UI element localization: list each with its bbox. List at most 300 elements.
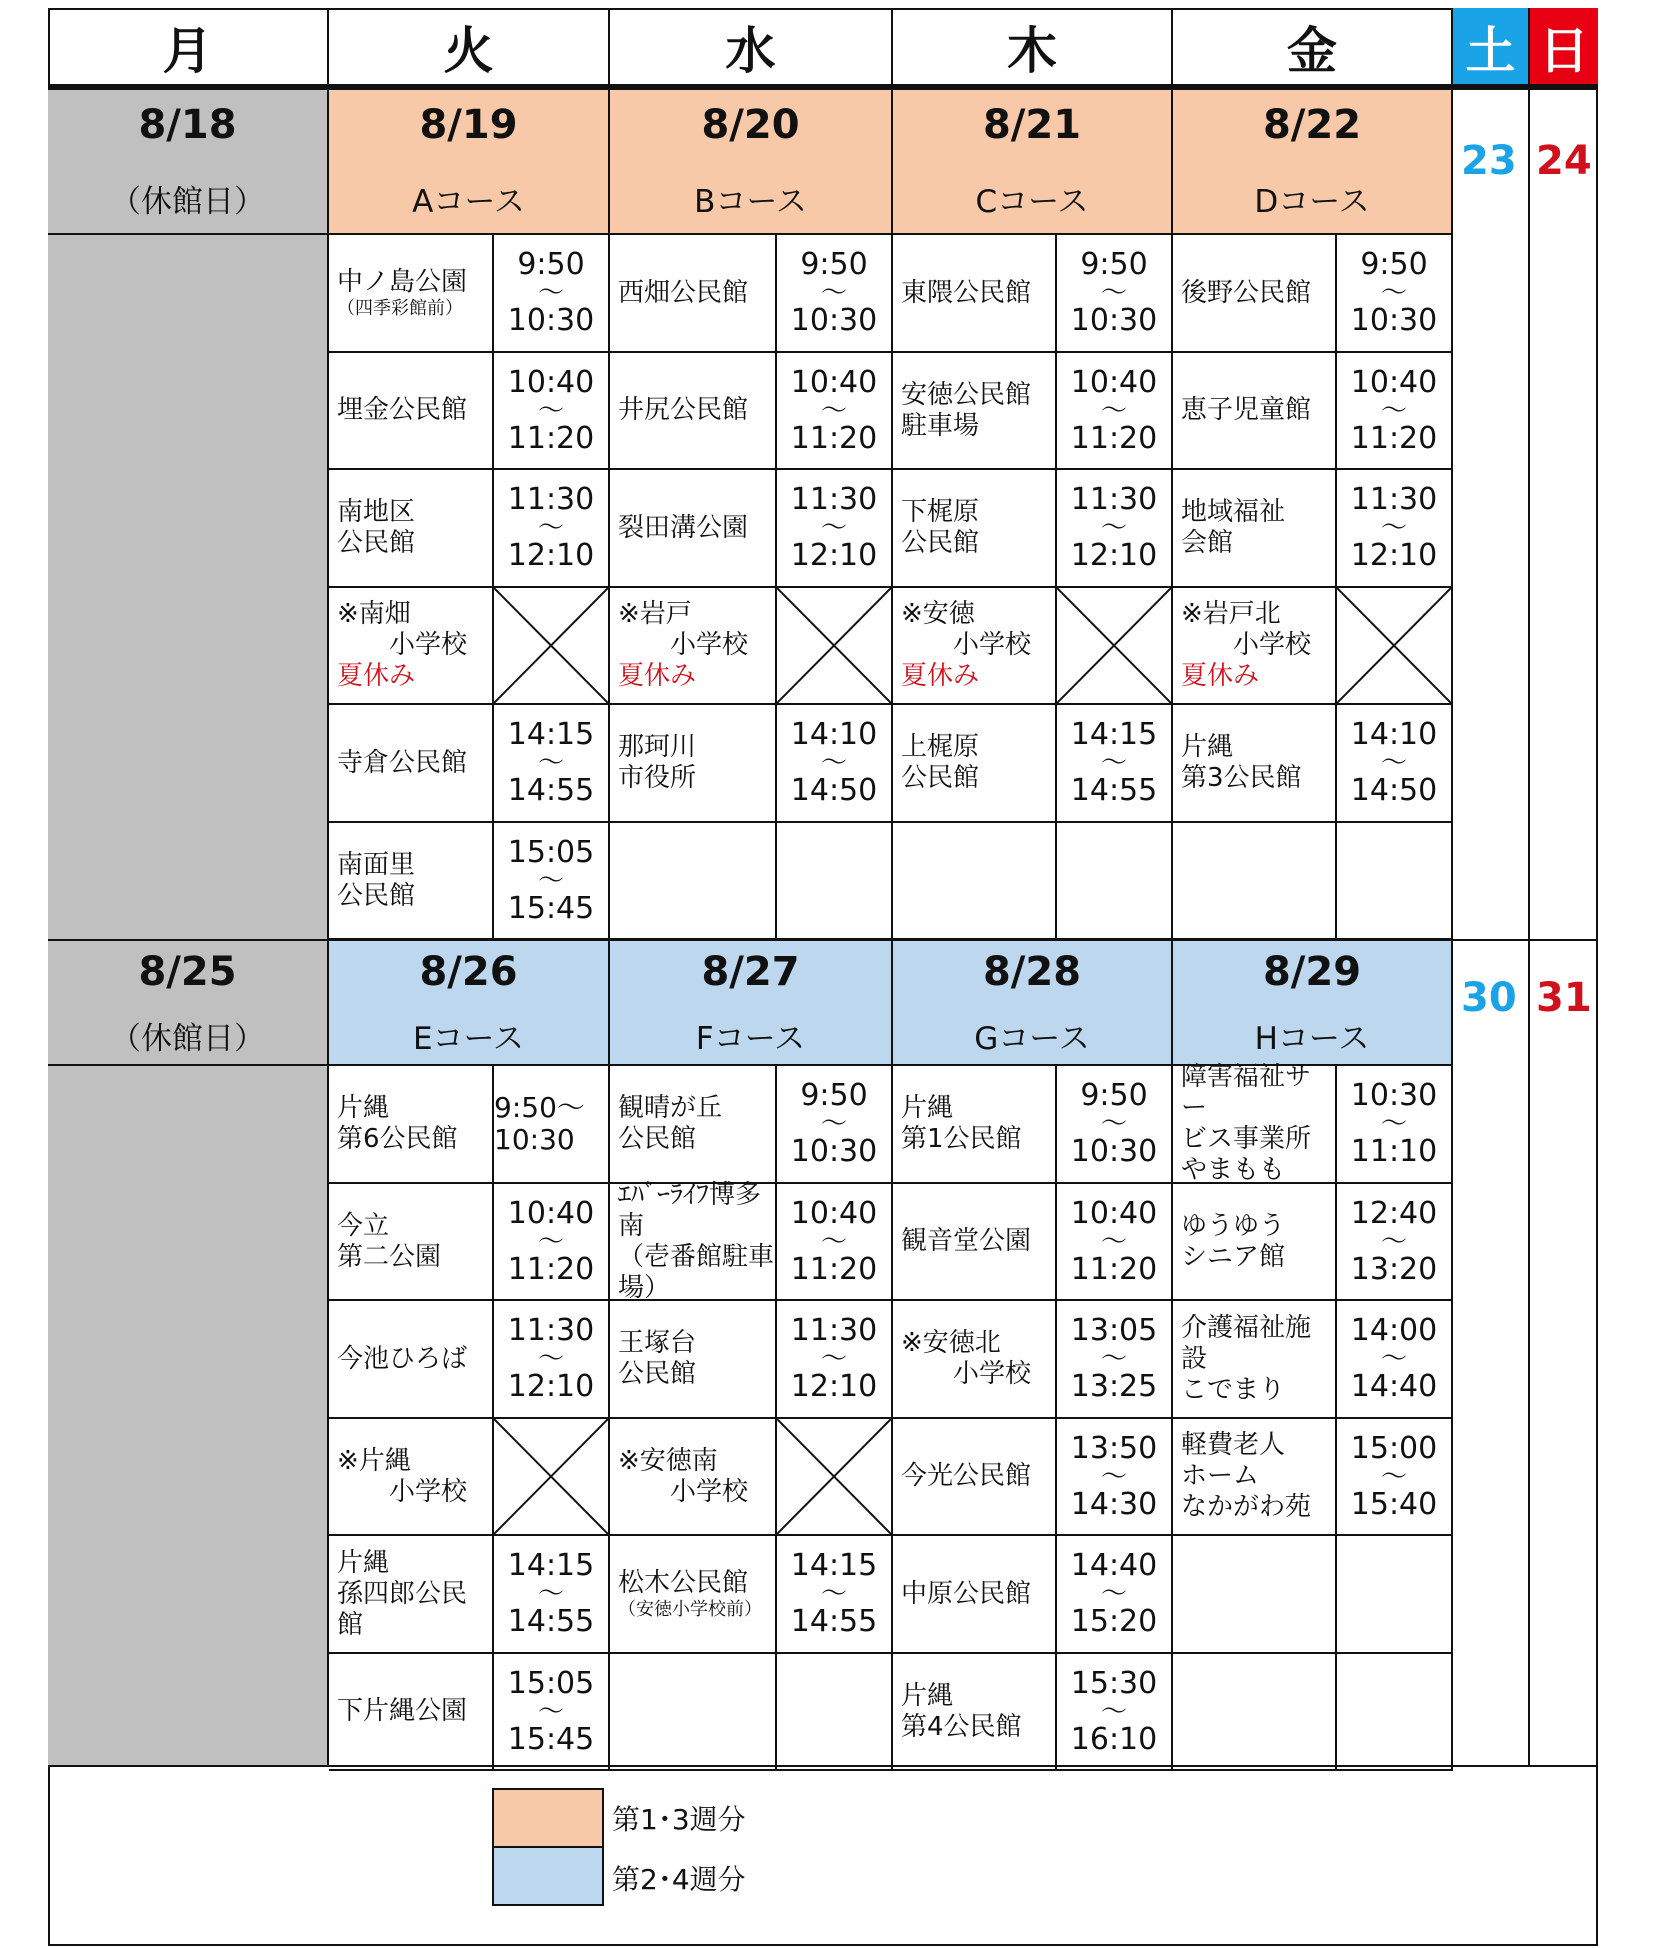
fri-time-cell <box>1337 470 1453 588</box>
week2-fri <box>1173 941 1453 1066</box>
week2-mon-date: 8/25 <box>138 949 237 995</box>
time-tilde: ～ <box>1380 1226 1407 1257</box>
header-tue: 火 <box>329 8 610 88</box>
week1-date-row <box>48 90 1598 235</box>
wed-location-cell <box>610 705 777 823</box>
time-tilde: ～ <box>537 1579 564 1609</box>
week1-thu-date: 8/21 <box>982 102 1082 148</box>
tue-location-cell <box>329 823 494 940</box>
time-range: 9:50～10:30 <box>494 1091 585 1156</box>
week2-sun-col <box>1530 941 1598 1766</box>
header-sat: 土 <box>1453 8 1530 88</box>
header-thu: 木 <box>893 8 1173 88</box>
wed-time-cell <box>777 1066 893 1184</box>
location-l1: 観晴が丘 <box>618 1093 723 1123</box>
time-tilde: ～ <box>1380 1344 1407 1374</box>
location-vac: 夏休み <box>901 661 980 691</box>
tue-location-cell <box>329 353 494 470</box>
location-l2: 公民館 <box>618 1124 697 1154</box>
location-l1: 観音堂公園 <box>901 1226 1032 1256</box>
thu-location-cell <box>893 470 1057 588</box>
fri-time-cell <box>1337 235 1453 353</box>
week1-thu-course: Cコース <box>975 184 1089 220</box>
location-l2: こでまり <box>1181 1374 1286 1405</box>
time-tilde: ～ <box>537 865 564 896</box>
week2-wed-date: 8/27 <box>701 949 800 995</box>
week2-mon-note: （休館日） <box>110 1021 265 1057</box>
end-time: 11:20 <box>1350 420 1438 456</box>
location-l3: 場） <box>618 1272 671 1303</box>
end-time: 15:40 <box>1350 1486 1438 1522</box>
start-time: 10:30 <box>1350 1078 1438 1113</box>
thu-time-cell <box>1057 1419 1173 1536</box>
location-l1: 片縄 <box>901 1093 954 1123</box>
start-time: 14:15 <box>507 717 595 752</box>
end-time: 11:10 <box>1350 1134 1438 1169</box>
fri-location-cell <box>1173 235 1337 353</box>
wed-time-cell <box>777 1184 893 1301</box>
no-service-x-mark <box>777 1419 893 1536</box>
start-time: 14:40 <box>1070 1548 1158 1583</box>
time-tilde: ～ <box>1100 1226 1127 1257</box>
end-time: 12:10 <box>790 1369 878 1404</box>
location-l1: 中原公民館 <box>901 1578 1032 1609</box>
thu-time-cell <box>1057 1184 1173 1301</box>
tue-location-cell <box>329 1654 494 1771</box>
wed-location-cell <box>610 1654 777 1771</box>
location-vac: 夏休み <box>1181 661 1260 691</box>
start-time: 14:10 <box>790 717 878 752</box>
week1-mon-closed <box>48 235 329 940</box>
wed-time-cell <box>777 470 893 588</box>
end-time: 11:20 <box>790 1251 878 1287</box>
tue-time-cell <box>494 1066 610 1184</box>
location-l2: 公民館 <box>901 763 980 793</box>
tue-location-cell <box>329 1184 494 1301</box>
time-tilde: ～ <box>820 748 847 778</box>
location-vac: 夏休み <box>337 661 416 691</box>
time-tilde: ～ <box>1380 395 1407 426</box>
week1-sat-number: 23 <box>1461 138 1517 184</box>
end-time: 15:45 <box>507 1721 595 1757</box>
start-time: 9:50 <box>800 1078 868 1113</box>
week2-thu <box>893 941 1173 1066</box>
thu-location-cell <box>893 1654 1057 1771</box>
week2-date-row <box>48 941 1598 1066</box>
thu-time-cell <box>1057 235 1173 353</box>
week2-thu-date: 8/28 <box>982 949 1082 995</box>
start-time: 14:15 <box>790 1548 878 1583</box>
thu-time-cell <box>1057 1301 1173 1419</box>
fri-time-cell <box>1337 1301 1453 1419</box>
end-time: 14:30 <box>1070 1486 1158 1522</box>
start-time: 9:50 <box>1080 247 1148 282</box>
location-l2: 公民館 <box>618 1359 697 1389</box>
location-l1: 南地区 <box>337 497 416 527</box>
end-time: 14:55 <box>507 773 595 808</box>
wed-location-cell <box>610 1536 777 1654</box>
start-time: 11:30 <box>507 482 595 517</box>
week1-sun-col <box>1530 90 1598 940</box>
week2-fri-date: 8/29 <box>1262 949 1362 995</box>
end-time: 14:55 <box>507 1604 595 1639</box>
end-time: 11:20 <box>1070 1251 1158 1287</box>
start-time: 10:40 <box>790 1195 878 1231</box>
thu-location-cell <box>893 588 1057 705</box>
location-l1: ※片縄 <box>337 1445 411 1476</box>
week2-sat-number: 30 <box>1461 975 1517 1021</box>
week1-sat-col <box>1453 90 1530 940</box>
fri-time-cell <box>1337 705 1453 823</box>
time-tilde: ～ <box>537 278 564 308</box>
legend-orange-label: 第1･3週分 <box>612 1803 746 1836</box>
location-l2: 小学校 <box>1233 630 1312 660</box>
location-l2: 公民館 <box>337 528 416 558</box>
thu-location-cell <box>893 1419 1057 1536</box>
fri-location-cell <box>1173 470 1337 588</box>
fri-location-cell <box>1173 1184 1337 1301</box>
time-tilde: ～ <box>537 513 564 543</box>
start-time: 10:40 <box>1350 364 1438 400</box>
location-l1: 片縄 <box>1181 732 1234 762</box>
end-time: 14:40 <box>1350 1369 1438 1404</box>
week2-fri-course: Hコース <box>1254 1021 1370 1057</box>
end-time: 15:45 <box>507 890 595 926</box>
week1-tue-course: Aコース <box>412 184 525 220</box>
start-time: 15:05 <box>507 834 595 870</box>
time-tilde: ～ <box>1100 395 1127 426</box>
fri-location-cell <box>1173 823 1337 940</box>
time-tilde: ～ <box>1100 278 1127 308</box>
tue-time-cell <box>494 1536 610 1654</box>
end-time: 12:10 <box>1350 538 1438 573</box>
end-time: 11:20 <box>507 420 595 456</box>
time-tilde: ～ <box>537 748 564 778</box>
end-time: 14:55 <box>1070 773 1158 808</box>
end-time: 11:20 <box>790 420 878 456</box>
location-l2: 孫四郎公民館 <box>337 1578 468 1640</box>
time-tilde: ～ <box>1100 1461 1127 1492</box>
location-l1: 後野公民館 <box>1181 277 1312 308</box>
thu-time-cell <box>1057 353 1173 470</box>
start-time: 11:30 <box>1350 482 1438 517</box>
start-time: 10:40 <box>1070 1195 1158 1231</box>
time-tilde: ～ <box>820 395 847 426</box>
week1-fri-date: 8/22 <box>1262 102 1362 148</box>
location-l2: （壱番館駐車 <box>618 1241 775 1272</box>
thu-time-cell <box>1057 470 1173 588</box>
tue-location-cell <box>329 705 494 823</box>
start-time: 9:50 <box>1080 1078 1148 1113</box>
week1-wed <box>610 90 893 235</box>
tue-location-cell <box>329 470 494 588</box>
location-l2: 駐車場 <box>901 410 980 441</box>
time-tilde: ～ <box>537 395 564 426</box>
end-time: 10:30 <box>790 1134 878 1169</box>
location-l1: 介護福祉施設 <box>1181 1312 1312 1374</box>
wed-location-cell <box>610 823 777 940</box>
location-l1: ｴﾊﾞｰﾗｲﾌ博多南 <box>618 1179 762 1241</box>
start-time: 12:40 <box>1350 1195 1438 1231</box>
end-time: 12:10 <box>790 538 878 573</box>
end-time: 12:10 <box>507 1369 595 1404</box>
no-service-x-mark <box>494 588 610 705</box>
location-l1: 下片縄公園 <box>337 1696 468 1726</box>
wed-location-cell <box>610 235 777 353</box>
time-tilde: ～ <box>1100 748 1127 778</box>
location-l2: 小学校 <box>953 1359 1032 1389</box>
fri-time-cell <box>1337 1184 1453 1301</box>
location-l1: ゆうゆう <box>1181 1210 1286 1241</box>
location-l1: 今立 <box>337 1210 390 1241</box>
start-time: 9:50 <box>800 247 868 282</box>
week1-grid <box>329 235 1453 940</box>
start-time: 10:40 <box>1070 364 1158 400</box>
legend-blue-swatch <box>492 1846 604 1906</box>
location-l1: 片縄 <box>901 1680 954 1711</box>
week1-tue-date: 8/19 <box>419 102 518 148</box>
fri-location-cell <box>1173 705 1337 823</box>
thu-time-cell <box>1057 1066 1173 1184</box>
thu-time-cell <box>1057 823 1173 940</box>
wed-location-cell <box>610 353 777 470</box>
fri-time-cell <box>1337 1654 1453 1771</box>
time-tilde: ～ <box>537 1696 564 1727</box>
time-tilde: ～ <box>820 1344 847 1374</box>
start-time: 10:40 <box>507 364 595 400</box>
time-tilde: ～ <box>537 1226 564 1257</box>
location-l1: 下梶原 <box>901 497 980 527</box>
location-l1: 障害福祉サー <box>1181 1062 1312 1123</box>
location-l1: 今光公民館 <box>901 1461 1032 1491</box>
tue-location-cell <box>329 1536 494 1654</box>
time-tilde: ～ <box>1100 1344 1127 1374</box>
fri-location-cell <box>1173 1301 1337 1419</box>
start-time: 14:15 <box>507 1548 595 1583</box>
location-l2: 第4公民館 <box>901 1711 1022 1742</box>
wed-location-cell <box>610 1301 777 1419</box>
header-row <box>48 8 1598 88</box>
location-l1: 安徳公民館 <box>901 379 1032 410</box>
end-time: 12:10 <box>1070 538 1158 573</box>
tue-location-cell <box>329 1066 494 1184</box>
location-l1: 松木公民館 <box>618 1567 749 1598</box>
wed-time-cell <box>777 823 893 940</box>
start-time: 9:50 <box>517 247 585 282</box>
legend-orange-swatch <box>492 1788 604 1848</box>
location-small: （四季彩館前） <box>337 297 463 319</box>
end-time: 11:20 <box>1070 420 1158 456</box>
location-l1: 軽費老人 <box>1181 1430 1286 1460</box>
end-time: 10:30 <box>507 303 595 338</box>
location-l1: 片縄 <box>337 1547 390 1578</box>
time-tilde: ～ <box>1380 278 1407 308</box>
location-l1: 東隈公民館 <box>901 277 1032 308</box>
start-time: 9:50 <box>1360 247 1428 282</box>
fri-location-cell <box>1173 1536 1337 1654</box>
week1-mon-note: （休館日） <box>110 184 265 220</box>
location-l1: 井尻公民館 <box>618 395 749 425</box>
location-l1: 片縄 <box>337 1093 390 1123</box>
header-fri: 金 <box>1173 8 1453 88</box>
end-time: 13:25 <box>1070 1369 1158 1404</box>
time-tilde: ～ <box>1100 513 1127 543</box>
location-l3: やまもも <box>1181 1155 1286 1185</box>
location-l1: ※安徳 <box>901 599 975 629</box>
start-time: 13:50 <box>1070 1430 1158 1466</box>
end-time: 15:20 <box>1070 1604 1158 1639</box>
wed-location-cell <box>610 470 777 588</box>
location-l1: 今池ひろば <box>337 1343 468 1374</box>
time-tilde: ～ <box>1380 513 1407 543</box>
wed-time-cell <box>777 1654 893 1771</box>
fri-time-cell <box>1337 1419 1453 1536</box>
week2-tue-course: Eコース <box>412 1021 525 1057</box>
fri-location-cell <box>1173 1419 1337 1536</box>
header-sun: 日 <box>1530 8 1598 88</box>
week1-wed-date: 8/20 <box>701 102 800 148</box>
no-service-x-mark <box>1337 588 1453 705</box>
tue-time-cell <box>494 823 610 940</box>
location-l1: ※南畑 <box>337 599 411 629</box>
location-l1: 西畑公民館 <box>618 277 749 308</box>
location-l1: 王塚台 <box>618 1328 697 1358</box>
fri-time-cell <box>1337 823 1453 940</box>
wed-location-cell <box>610 1419 777 1536</box>
location-l1: 寺倉公民館 <box>337 747 468 778</box>
week1-wed-course: Bコース <box>694 184 807 220</box>
wed-time-cell <box>777 705 893 823</box>
thu-location-cell <box>893 1184 1057 1301</box>
end-time: 10:30 <box>1350 303 1438 338</box>
tue-time-cell <box>494 705 610 823</box>
thu-location-cell <box>893 353 1057 470</box>
fri-location-cell <box>1173 1654 1337 1771</box>
wed-location-cell <box>610 588 777 705</box>
location-l2: 小学校 <box>670 630 749 660</box>
tue-location-cell <box>329 1419 494 1536</box>
thu-time-cell <box>1057 705 1173 823</box>
thu-location-cell <box>893 1066 1057 1184</box>
thu-time-cell <box>1057 1654 1173 1771</box>
wed-location-cell <box>610 1066 777 1184</box>
time-tilde: ～ <box>820 1109 847 1139</box>
location-l1: 地域福祉 <box>1181 497 1286 527</box>
wed-time-cell <box>777 353 893 470</box>
wed-time-cell <box>777 235 893 353</box>
end-time: 10:30 <box>1070 1134 1158 1169</box>
week1-thu <box>893 90 1173 235</box>
end-time: 10:30 <box>790 303 878 338</box>
time-tilde: ～ <box>820 278 847 308</box>
week1-mon <box>48 90 329 235</box>
time-tilde: ～ <box>1100 1109 1127 1139</box>
thu-location-cell <box>893 1301 1057 1419</box>
location-l2: 小学校 <box>953 630 1032 660</box>
location-l2: ホーム <box>1181 1461 1260 1491</box>
time-tilde: ～ <box>1380 1109 1407 1139</box>
tue-time-cell <box>494 1301 610 1419</box>
week2-sat-col <box>1453 941 1530 1766</box>
tue-time-cell <box>494 470 610 588</box>
location-l1: 那珂川 <box>618 732 697 762</box>
week1-mon-date: 8/18 <box>138 102 237 148</box>
tue-time-cell <box>494 1654 610 1771</box>
end-time: 12:10 <box>507 538 595 573</box>
location-l2: 小学校 <box>389 630 468 660</box>
tue-time-cell <box>494 1184 610 1301</box>
location-l1: ※安徳北 <box>901 1328 1001 1358</box>
location-l2: 小学校 <box>389 1476 468 1507</box>
start-time: 10:40 <box>507 1195 595 1231</box>
time-tilde: ～ <box>820 1579 847 1609</box>
week2-tue <box>329 941 610 1066</box>
fri-location-cell <box>1173 353 1337 470</box>
location-small: （安徳小学校前） <box>618 1598 762 1620</box>
start-time: 11:30 <box>1070 482 1158 517</box>
location-l1: 埋金公民館 <box>337 395 468 425</box>
end-time: 10:30 <box>1070 303 1158 338</box>
location-l1: 裂田溝公園 <box>618 512 749 543</box>
week1-fri <box>1173 90 1453 235</box>
end-time: 16:10 <box>1070 1721 1158 1757</box>
tue-location-cell <box>329 588 494 705</box>
location-l1: 恵子児童館 <box>1181 395 1312 425</box>
time-tilde: ～ <box>1100 1696 1127 1727</box>
wed-time-cell <box>777 1536 893 1654</box>
legend-blue-label: 第2･4週分 <box>612 1863 746 1896</box>
time-tilde: ～ <box>1100 1579 1127 1609</box>
start-time: 11:30 <box>790 482 878 517</box>
wed-time-cell <box>777 1301 893 1419</box>
fri-location-cell <box>1173 588 1337 705</box>
location-l2: 第1公民館 <box>901 1124 1022 1154</box>
time-tilde: ～ <box>820 1226 847 1257</box>
thu-time-cell <box>1057 1536 1173 1654</box>
location-l2: シニア館 <box>1181 1241 1286 1272</box>
start-time: 14:15 <box>1070 717 1158 752</box>
location-l1: 中ノ島公園 <box>337 266 468 297</box>
week1-tue <box>329 90 610 235</box>
week2-mon <box>48 941 329 1066</box>
time-tilde: ～ <box>1380 748 1407 778</box>
end-time: 11:20 <box>507 1251 595 1287</box>
tue-time-cell <box>494 353 610 470</box>
location-l2: 公民館 <box>901 528 980 558</box>
location-l1: 南面里 <box>337 849 416 880</box>
wed-location-cell <box>610 1179 777 1303</box>
location-l2: 公民館 <box>337 880 416 911</box>
tue-location-cell <box>329 235 494 353</box>
location-l2: 第二公園 <box>337 1241 442 1272</box>
start-time: 14:10 <box>1350 717 1438 752</box>
location-l2: 第6公民館 <box>337 1124 458 1154</box>
location-l1: ※岩戸北 <box>1181 599 1281 629</box>
week2-tue-date: 8/26 <box>419 949 518 995</box>
end-time: 14:50 <box>1350 773 1438 808</box>
end-time: 13:20 <box>1350 1251 1438 1287</box>
location-l2: 市役所 <box>618 763 697 793</box>
fri-time-cell <box>1337 1066 1453 1184</box>
location-l1: ※安徳南 <box>618 1445 718 1476</box>
end-time: 14:50 <box>790 773 878 808</box>
thu-location-cell <box>893 1536 1057 1654</box>
location-l3: なかがわ苑 <box>1181 1492 1312 1522</box>
location-l2: 会館 <box>1181 528 1234 558</box>
thu-location-cell <box>893 235 1057 353</box>
start-time: 15:00 <box>1350 1430 1438 1466</box>
week2-wed-course: Fコース <box>695 1021 806 1057</box>
